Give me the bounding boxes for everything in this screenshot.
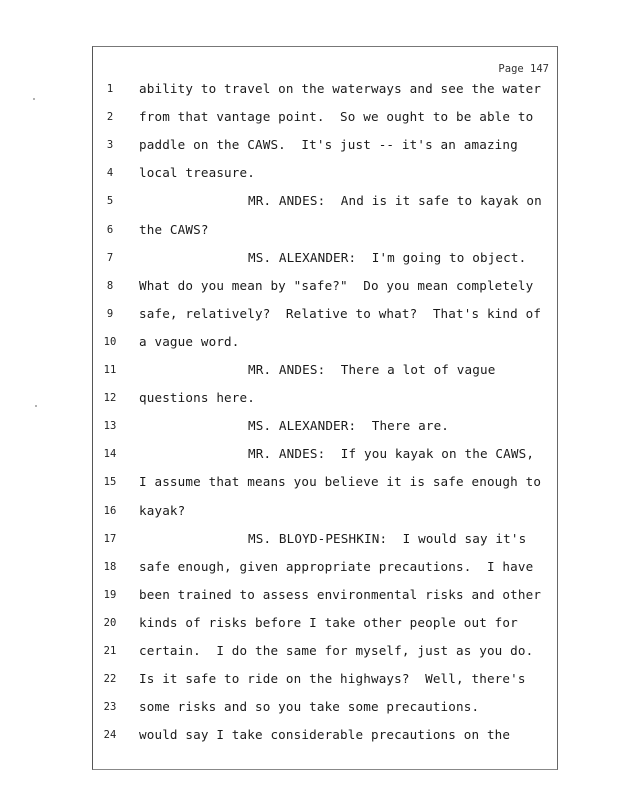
transcript-line — [93, 699, 557, 719]
transcript-line — [93, 193, 557, 213]
transcript-line — [93, 615, 557, 635]
line-number: 22 — [103, 673, 117, 686]
line-number: 19 — [103, 588, 117, 601]
transcript-line — [93, 559, 557, 579]
transcript-line — [93, 165, 557, 185]
transcript-page — [92, 46, 558, 770]
transcript-line — [93, 250, 557, 270]
line-number: 23 — [103, 701, 117, 714]
transcript-line — [93, 671, 557, 691]
line-text: the CAWS? — [139, 221, 209, 237]
line-text: safe, relatively? Relative to what? That's kind of — [139, 305, 542, 321]
line-number: 20 — [103, 616, 117, 629]
line-text: paddle on the CAWS. It's just -- it's an amazing — [139, 137, 518, 153]
line-text: Is it safe to ride on the highways? Well, there's — [139, 671, 526, 687]
scan-speck — [33, 98, 35, 100]
line-text: What do you mean by "safe?" Do you mean completely — [139, 277, 534, 293]
line-text: MR. ANDES: There a lot of vague — [248, 362, 496, 377]
line-number: 18 — [103, 560, 117, 573]
line-number: 13 — [103, 420, 117, 433]
line-number: 16 — [103, 504, 117, 517]
transcript-line — [93, 446, 557, 466]
line-text: questions here. — [139, 390, 255, 406]
line-text: kayak? — [139, 502, 186, 518]
line-text: been trained to assess environmental risks and other — [139, 586, 542, 602]
line-number: 3 — [106, 139, 114, 152]
transcript-line — [93, 334, 557, 354]
line-number: 10 — [103, 335, 117, 348]
line-number: 21 — [103, 645, 117, 657]
transcript-line — [93, 474, 557, 494]
line-text: MS. BLOYD-PESHKIN: I would say it's — [248, 530, 527, 546]
line-text: a vague word. — [139, 333, 240, 349]
page-number: Page 147 — [498, 63, 549, 75]
transcript-line — [93, 587, 557, 607]
transcript-line — [93, 418, 557, 438]
transcript-line — [93, 81, 557, 101]
transcript-line — [93, 222, 557, 242]
line-text: safe enough, given appropriate precautions. I have — [139, 558, 534, 574]
transcript-line — [93, 306, 557, 326]
transcript-line — [93, 109, 557, 129]
line-number: 12 — [103, 392, 117, 405]
transcript-line — [93, 531, 557, 551]
line-text: would say I take considerable precautions on the — [139, 727, 511, 743]
line-number: 9 — [106, 307, 114, 320]
line-text: some risks and so you take some precautions. — [139, 699, 480, 715]
line-number: 5 — [106, 195, 114, 208]
transcript-line — [93, 137, 557, 157]
line-text: ability to travel on the waterways and see the water — [139, 81, 542, 96]
transcript-line — [93, 362, 557, 382]
line-text: MS. ALEXANDER: I'm going to object. — [248, 249, 527, 265]
transcript-line — [93, 727, 557, 747]
transcript-line — [93, 278, 557, 298]
line-number: 14 — [103, 448, 117, 461]
line-text: I assume that means you believe it is safe enough to — [139, 474, 542, 490]
line-number: 6 — [106, 223, 114, 236]
line-text: MR. ANDES: And is it safe to kayak on — [248, 193, 542, 209]
line-text: certain. I do the same for myself, just as you do. — [139, 643, 534, 658]
line-number: 24 — [103, 729, 117, 742]
line-number: 11 — [103, 364, 117, 376]
line-text: local treasure. — [139, 165, 255, 181]
line-number: 17 — [103, 532, 117, 545]
transcript-line — [93, 643, 557, 663]
line-number: 1 — [106, 83, 114, 95]
line-number: 2 — [106, 111, 114, 124]
scan-speck — [35, 405, 37, 407]
line-number: 15 — [103, 476, 117, 489]
line-text: MR. ANDES: If you kayak on the CAWS, — [248, 446, 535, 462]
line-text: kinds of risks before I take other people out for — [139, 614, 518, 630]
line-number: 4 — [106, 167, 114, 180]
line-number: 7 — [106, 251, 114, 264]
transcript-line — [93, 390, 557, 410]
line-number: 8 — [106, 279, 114, 292]
line-text: MS. ALEXANDER: There are. — [248, 418, 450, 434]
line-text: from that vantage point. So we ought to be able to — [139, 109, 534, 125]
transcript-line — [93, 503, 557, 523]
